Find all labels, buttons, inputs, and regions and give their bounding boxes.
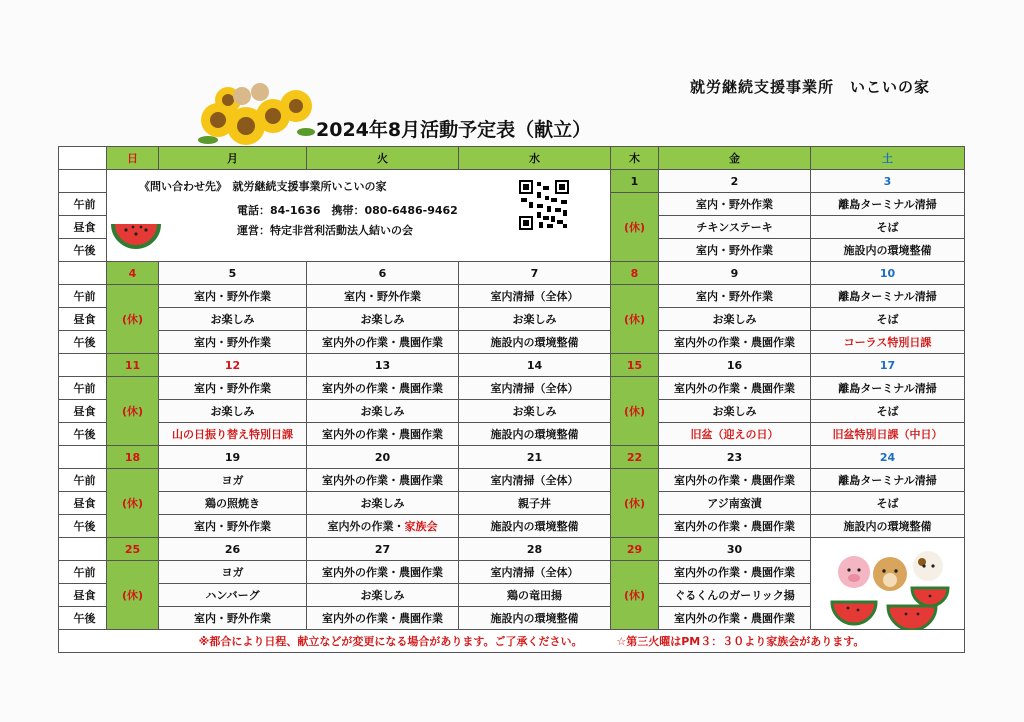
page-title: 2024年8月活動予定表（献立）: [316, 119, 592, 141]
date-cell: 6: [307, 262, 459, 285]
week-3-am-row: [59, 377, 965, 400]
date-cell: 24: [811, 446, 965, 469]
activity-cell: 離島ターミナル清掃: [811, 377, 965, 400]
activity-cell: 室内外の作業・農園作業: [659, 515, 811, 538]
week-3-date-row: [59, 354, 965, 377]
weekday-mon: 月: [159, 147, 307, 170]
notes-row: [59, 630, 965, 653]
activity-cell: 室内外の作業・農園作業: [307, 331, 459, 354]
date-cell: 28: [459, 538, 611, 561]
activity-cell: 離島ターミナル清掃: [811, 469, 965, 492]
week-4-pm-row: [59, 515, 965, 538]
menu-cell: そば: [811, 308, 965, 331]
week-2-lunch-row: [59, 308, 965, 331]
date-cell: 8: [611, 262, 659, 285]
row-label-blank: [59, 170, 107, 193]
sunday-rest: (休): [107, 377, 159, 446]
family-meeting-text: 家族会: [404, 520, 438, 533]
activity-cell: 施設内の環境整備: [811, 239, 965, 262]
date-cell: 13: [307, 354, 459, 377]
date-cell: 19: [159, 446, 307, 469]
activity-cell: 室内・野外作業: [659, 239, 811, 262]
row-label-pm: 午後: [59, 515, 107, 538]
date-cell: 14: [459, 354, 611, 377]
row-label-lunch: 昼食: [59, 400, 107, 423]
menu-cell: 鶏の照焼き: [159, 492, 307, 515]
week-2-date-row: [59, 262, 965, 285]
date-cell: 27: [307, 538, 459, 561]
row-label-lunch: 昼食: [59, 584, 107, 607]
weekday-sun: 日: [107, 147, 159, 170]
activity-cell: 室内清掃（全体）: [459, 561, 611, 584]
weekday-thu: 木: [611, 147, 659, 170]
activity-cell: 室内・野外作業: [159, 377, 307, 400]
activity-cell: 室内外の作業・農園作業: [659, 331, 811, 354]
week-3-pm-row: [59, 423, 965, 446]
activity-cell: 室内・野外作業: [159, 285, 307, 308]
special-activity-cell: 旧盆特別日課（中日）: [811, 423, 965, 446]
activity-cell: 施設内の環境整備: [811, 515, 965, 538]
date-cell: 5: [159, 262, 307, 285]
row-label-lunch: 昼食: [59, 492, 107, 515]
weekday-header-row: [59, 147, 965, 170]
menu-cell: お楽しみ: [459, 308, 611, 331]
activity-cell: 離島ターミナル清掃: [811, 193, 965, 216]
activity-cell: 室内・野外作業: [159, 515, 307, 538]
menu-cell: ハンバーグ: [159, 584, 307, 607]
week-2-pm-row: [59, 331, 965, 354]
date-cell: 4: [107, 262, 159, 285]
activity-cell: 室内・野外作業: [659, 193, 811, 216]
sunflower-illustration: [198, 80, 316, 148]
menu-cell: お楽しみ: [659, 400, 811, 423]
date-cell: 11: [107, 354, 159, 377]
thursday-rest: (休): [611, 469, 659, 538]
thursday-rest: (休): [611, 561, 659, 630]
activity-cell: 室内外の作業・農園作業: [307, 377, 459, 400]
tel-text: 電話：84-1636 携帯：080-6486-9462: [237, 204, 458, 217]
header-blank: [59, 147, 107, 170]
activity-cell: 室内外の作業・農園作業: [659, 607, 811, 630]
row-label-am: 午前: [59, 285, 107, 308]
inquiry-text: 《問い合わせ先》 就労継続支援事業所いこいの家: [139, 180, 387, 193]
family-meeting-notice: ☆第三火曜はPM３：３０より家族会があります。: [616, 635, 865, 648]
activity-cell: 室内清掃（全体）: [459, 377, 611, 400]
activity-cell: 室内清掃（全体）: [459, 285, 611, 308]
contact-info: [107, 170, 611, 262]
row-label-am: 午前: [59, 193, 107, 216]
thursday-rest: (休): [611, 285, 659, 354]
menu-cell: そば: [811, 400, 965, 423]
change-notice: ※都合により日程、献立などが変更になる場合があります。ご了承ください。: [198, 635, 583, 648]
week-4-lunch-row: [59, 492, 965, 515]
date-cell: 9: [659, 262, 811, 285]
menu-cell: お楽しみ: [659, 308, 811, 331]
week-2-am-row: [59, 285, 965, 308]
date-cell: 3: [811, 170, 965, 193]
menu-cell: アジ南蛮漬: [659, 492, 811, 515]
special-activity-cell: 山の日振り替え特別日課: [159, 423, 307, 446]
special-activity-cell: 旧盆（迎えの日）: [659, 423, 811, 446]
sunday-rest: (休): [107, 561, 159, 630]
menu-cell: お楽しみ: [307, 400, 459, 423]
menu-cell: ぐるくんのガーリック揚: [659, 584, 811, 607]
week-1-date-row: [59, 170, 965, 193]
row-label-blank: [59, 446, 107, 469]
activity-cell: 室内・野外作業: [159, 607, 307, 630]
date-cell: 1: [611, 170, 659, 193]
weekday-wed: 水: [459, 147, 611, 170]
activity-cell: 室内外の作業・農園作業: [307, 423, 459, 446]
activity-cell: 室内・野外作業: [307, 285, 459, 308]
activity-cell: 室内外の作業・農園作業: [659, 377, 811, 400]
date-cell: 15: [611, 354, 659, 377]
activity-cell: 室内外の作業・農園作業: [659, 561, 811, 584]
date-cell: 21: [459, 446, 611, 469]
date-cell: 18: [107, 446, 159, 469]
activity-cell: 室内外の作業・農園作業: [659, 469, 811, 492]
special-activity-cell: コーラス特別日課: [811, 331, 965, 354]
activity-cell: 室内外の作業・農園作業: [307, 469, 459, 492]
thursday-rest: (休): [611, 377, 659, 446]
menu-cell: 鶏の竜田揚: [459, 584, 611, 607]
activity-cell: ヨガ: [159, 561, 307, 584]
date-cell: 23: [659, 446, 811, 469]
org-name: 就労継続支援事業所 いこいの家: [690, 78, 931, 96]
menu-cell: そば: [811, 492, 965, 515]
date-cell: 12: [159, 354, 307, 377]
activity-cell-family: [307, 515, 459, 538]
date-cell: 7: [459, 262, 611, 285]
date-cell: 30: [659, 538, 811, 561]
date-cell: 17: [811, 354, 965, 377]
date-cell: 25: [107, 538, 159, 561]
row-label-pm: 午後: [59, 331, 107, 354]
activity-cell: 室内清掃（全体）: [459, 469, 611, 492]
activity-cell: 施設内の環境整備: [459, 607, 611, 630]
menu-cell: お楽しみ: [459, 400, 611, 423]
operator-text: 運営：特定非営利活動法人結いの会: [237, 224, 413, 237]
activity-cell: 室内外の作業・農園作業: [307, 607, 459, 630]
week-4-am-row: [59, 469, 965, 492]
row-label-pm: 午後: [59, 239, 107, 262]
activity-cell: 施設内の環境整備: [459, 515, 611, 538]
date-cell: 2: [659, 170, 811, 193]
animals-illustration: [828, 544, 954, 630]
date-cell: 10: [811, 262, 965, 285]
date-cell: 26: [159, 538, 307, 561]
menu-cell: お楽しみ: [307, 492, 459, 515]
menu-cell: お楽しみ: [159, 400, 307, 423]
activity-cell: 施設内の環境整備: [459, 423, 611, 446]
date-cell: 29: [611, 538, 659, 561]
row-label-blank: [59, 354, 107, 377]
row-label-am: 午前: [59, 377, 107, 400]
menu-cell: お楽しみ: [307, 308, 459, 331]
menu-cell: そば: [811, 216, 965, 239]
weekday-sat: 土: [811, 147, 965, 170]
thursday-rest: (休): [611, 193, 659, 262]
row-label-pm: 午後: [59, 423, 107, 446]
weekday-tue: 火: [307, 147, 459, 170]
watermelon-illustration: [111, 216, 161, 250]
menu-cell: お楽しみ: [307, 584, 459, 607]
menu-cell: チキンステーキ: [659, 216, 811, 239]
qr-code: [519, 180, 569, 230]
activity-cell: 室内外の作業・農園作業: [307, 561, 459, 584]
row-label-blank: [59, 262, 107, 285]
menu-cell: お楽しみ: [159, 308, 307, 331]
weekday-fri: 金: [659, 147, 811, 170]
row-label-blank: [59, 538, 107, 561]
week-4-date-row: [59, 446, 965, 469]
sunday-rest: (休): [107, 285, 159, 354]
date-cell: 16: [659, 354, 811, 377]
activity-cell: 室内・野外作業: [159, 331, 307, 354]
week-3-lunch-row: [59, 400, 965, 423]
sunday-rest: (休): [107, 469, 159, 538]
row-label-lunch: 昼食: [59, 308, 107, 331]
activity-text: 室内外の作業・: [327, 520, 405, 533]
activity-cell: 施設内の環境整備: [459, 331, 611, 354]
activity-cell: 室内・野外作業: [659, 285, 811, 308]
row-label-am: 午前: [59, 561, 107, 584]
activity-cell: 離島ターミナル清掃: [811, 285, 965, 308]
date-cell: 20: [307, 446, 459, 469]
row-label-am: 午前: [59, 469, 107, 492]
row-label-lunch: 昼食: [59, 216, 107, 239]
row-label-pm: 午後: [59, 607, 107, 630]
date-cell: 22: [611, 446, 659, 469]
activity-cell: ヨガ: [159, 469, 307, 492]
menu-cell: 親子丼: [459, 492, 611, 515]
notes-cell: [59, 630, 965, 653]
